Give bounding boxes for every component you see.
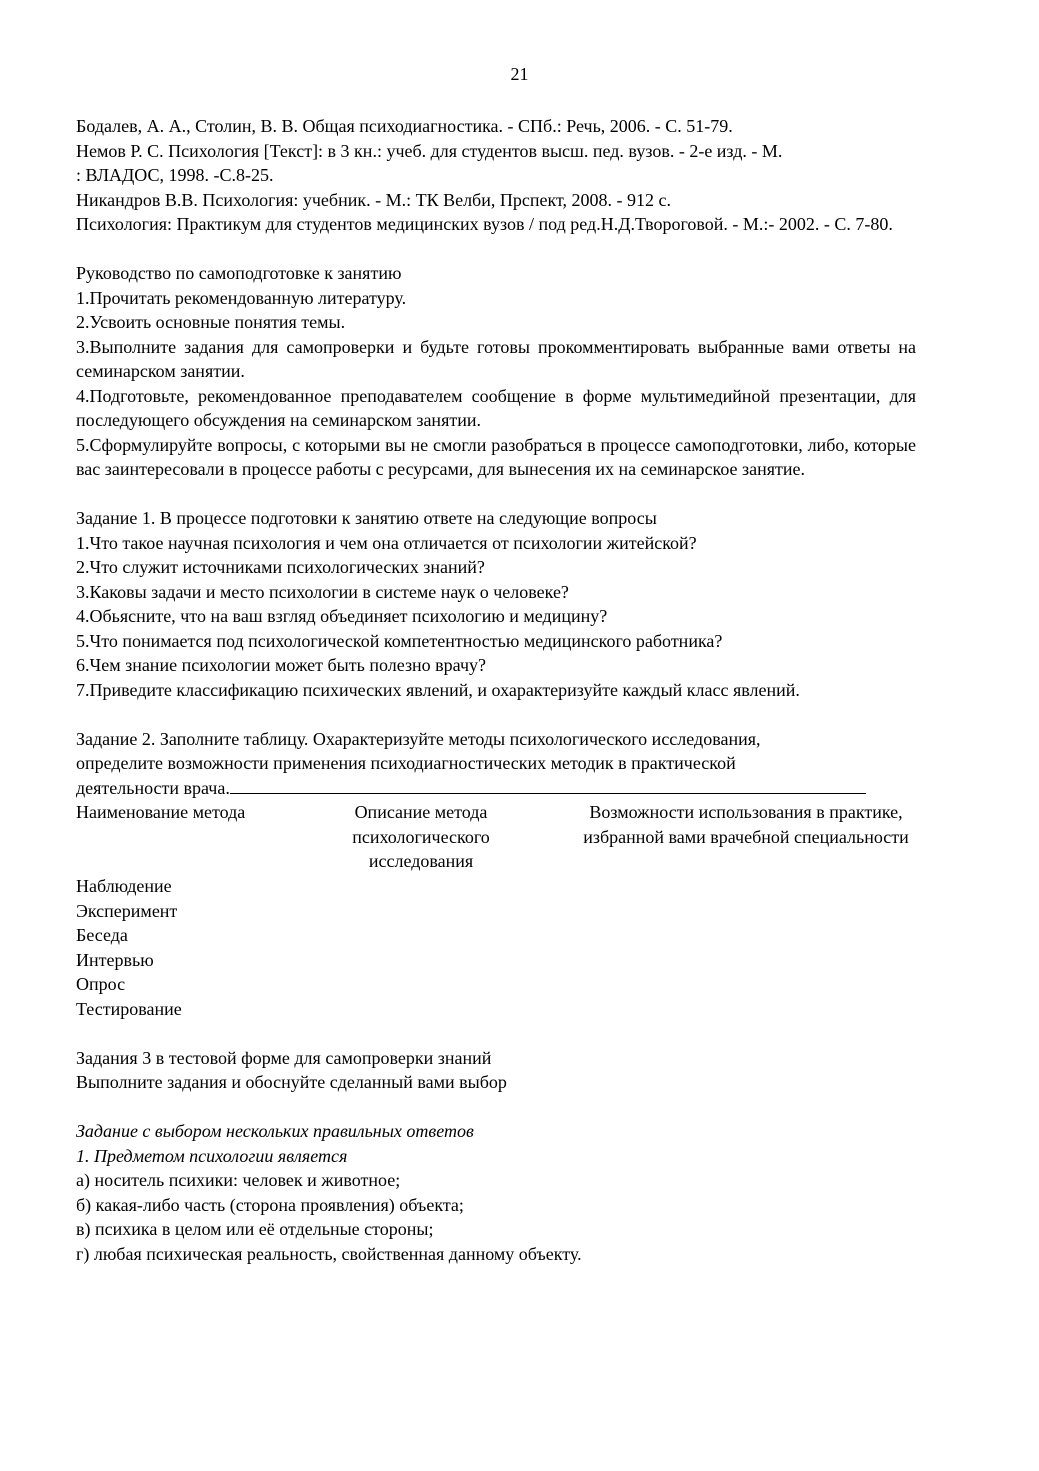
method-row: Наблюдение: [76, 876, 172, 896]
reference-item: Психология: Практикум для студентов медицинских вузов / под ред.Н.Д.Твороговой. - М.:- 2002. - С. 7-80.: [76, 214, 893, 234]
task1-question: 1.Что такое научная психология и чем она отличается от психологии житейской?: [76, 532, 697, 553]
reference-item: Немов Р. С. Психология [Текст]: в 3 кн.: учеб. для студентов высш. пед. вузов. - 2-е изд. - М.: [76, 140, 783, 161]
methods-table-header: [76, 800, 916, 874]
reference-item: Бодалев, А. А., Столин, В. В. Общая психодиагностика. - СПб.: Речь, 2006. - С. 51-79.: [76, 116, 733, 136]
quiz-answer: в) психика в целом или её отдельные стороны;: [76, 1219, 434, 1239]
method-row: Тестирование: [76, 998, 182, 1019]
task1-question: 3.Каковы задачи и место психологии в системе наук о человеке?: [76, 581, 569, 602]
method-row: Интервью: [76, 949, 154, 970]
methods-list: [76, 874, 916, 1021]
task2-block: [76, 727, 916, 1022]
task1-question: 6.Чем знание психологии может быть полезно врачу?: [76, 655, 486, 675]
guide-item: 4.Подготовьте, рекомендованное преподавателем сообщение в форме мультимедийной презентации, для последующего обсуждения на семинарском занятии.: [76, 385, 916, 430]
task1-question: 5.Что понимается под психологической компетентностью медицинского работника?: [76, 630, 723, 651]
quiz-answer: а) носитель психики: человек и животное;: [76, 1170, 401, 1190]
page-content: [76, 114, 916, 1266]
quiz-block: [76, 1119, 916, 1266]
task1-block: [76, 506, 916, 702]
column-header-applications: Возможности использования в практике, избранной вами врачебной специальности: [583, 802, 909, 847]
guide-block: [76, 261, 916, 482]
method-row: Беседа: [76, 925, 128, 945]
quiz-answer: г) любая психическая реальность, свойственная данному объекту.: [76, 1243, 582, 1264]
quiz-type-label: Задание с выбором нескольких правильных ответов: [76, 1121, 474, 1141]
column-header-description: Описание метода психологического исследования: [352, 802, 490, 871]
method-row: Эксперимент: [76, 900, 178, 921]
reference-item: Никандров В.В. Психология: учебник. - М.: ТК Велби, Прспект, 2008. - 912 с.: [76, 189, 671, 210]
guide-item: 5.Сформулируйте вопросы, с которыми вы не смогли разобраться в процессе самоподготовки, либо, которые вас заинтересовали в процессе работы с ресурсами, для вынесения их на семинарское занятие.: [76, 434, 916, 479]
column-header-method-name: Наименование метода: [76, 802, 246, 822]
task3-title: Задания 3 в тестовой форме для самопроверки знаний: [76, 1047, 492, 1068]
guide-title: Руководство по самоподготовке к занятию: [76, 263, 402, 283]
task1-question: 4.Обьясните, что на ваш взгляд объединяет психологию и медицину?: [76, 606, 608, 626]
task2-text: определите возможности применения психодиагностических методик в практической: [76, 753, 736, 773]
task3-block: [76, 1046, 916, 1095]
guide-item: 2.Усвоить основные понятия темы.: [76, 312, 346, 332]
task1-title: Задание 1. В процессе подготовки к занятию ответе на следующие вопросы: [76, 508, 657, 528]
reference-item: : ВЛАДОС, 1998. -С.8-25.: [76, 165, 274, 185]
method-row: Опрос: [76, 974, 126, 994]
task2-text: Задание 2. Заполните таблицу. Охарактеризуйте методы психологического исследования,: [76, 728, 761, 749]
quiz-answer: б) какая-либо часть (сторона проявления) объекта;: [76, 1194, 464, 1215]
answer-underline: [230, 776, 866, 794]
task2-text: деятельности врача.: [76, 777, 230, 798]
references-block: [76, 114, 916, 237]
page-number: 21: [510, 64, 529, 84]
task1-question: 7.Приведите классификацию психических явлений, и охарактеризуйте каждый класс явлений.: [76, 679, 800, 700]
task3-subtitle: Выполните задания и обоснуйте сделанный вами выбор: [76, 1072, 507, 1092]
quiz-question: 1. Предметом психологии является: [76, 1145, 348, 1166]
task1-question: 2.Что служит источниками психологических знаний?: [76, 557, 485, 577]
guide-item: 3.Выполните задания для самопроверки и будьте готовы прокомментировать выбранные вами ответы на семинарском занятии.: [76, 336, 916, 381]
guide-item: 1.Прочитать рекомендованную литературу.: [76, 287, 407, 308]
